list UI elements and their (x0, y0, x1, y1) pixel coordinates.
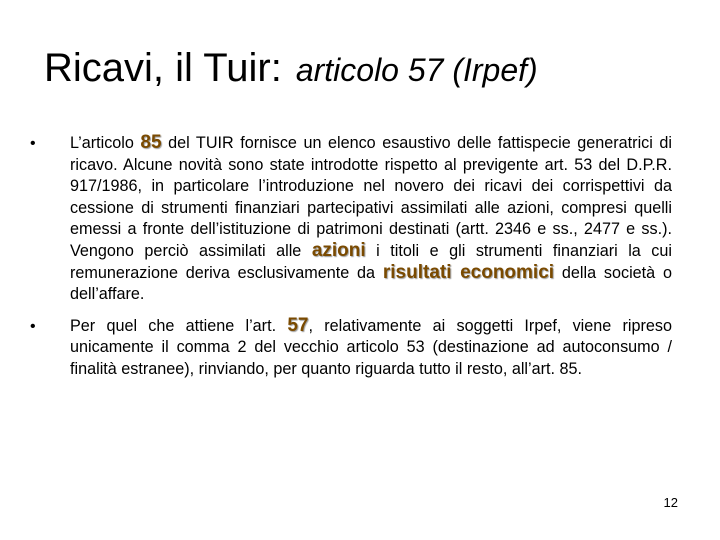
text-run: della società o dell’affare. (70, 263, 672, 304)
slide-title-subtitle: articolo 57 (Irpef) (295, 52, 538, 88)
bullet-item (26, 133, 672, 306)
text-run: i titoli e gli strumenti finanziari la cui remunerazione deriva esclusivamente da (70, 241, 672, 282)
slide-title-main: Ricavi, il Tuir: (44, 46, 282, 90)
page-number: 12 (663, 495, 678, 510)
highlight-article-number: 57 (287, 314, 309, 336)
bullet-dot-icon: • (30, 135, 36, 152)
text-run: , relativamente ai soggetti Irpef, viene ripreso unicamente il comma 2 del vecchio articolo 53 (destinazione ad autoconsumo / finalità estranee), rinviando, per quanto riguarda tutto il resto, all’art. 85. (70, 316, 672, 378)
text-run: Per quel che attiene l’art. (70, 316, 288, 335)
slide-title (44, 44, 538, 94)
highlight-term: azioni (311, 239, 366, 261)
bullet-text (70, 133, 672, 306)
highlight-term: risultati economici (382, 261, 555, 283)
bullet-text (70, 316, 672, 381)
highlight-article-number: 85 (140, 132, 162, 153)
bullet-dot-icon: • (30, 317, 36, 335)
text-run: L’articolo (70, 134, 141, 152)
text-run: del TUIR fornisce un elenco esaustivo delle fattispecie generatrici di ricavo. Alcune novità sono state introdotte rispetto al previgente art. 53 del D.P.R. 917/1986, in particolare l’introduzione nel novero dei ricavi dei corrispettivi da cessione di strumenti finanziari partecipativi assimilati alle azioni, compresi quelli emessi a fronte dell’istituzione di patrimoni destinati (artt. 2346 e ss., 2477 e ss.). Vengono perciò assimilati alle (70, 134, 672, 260)
bullet-item (26, 316, 672, 381)
slide-content (26, 133, 672, 391)
